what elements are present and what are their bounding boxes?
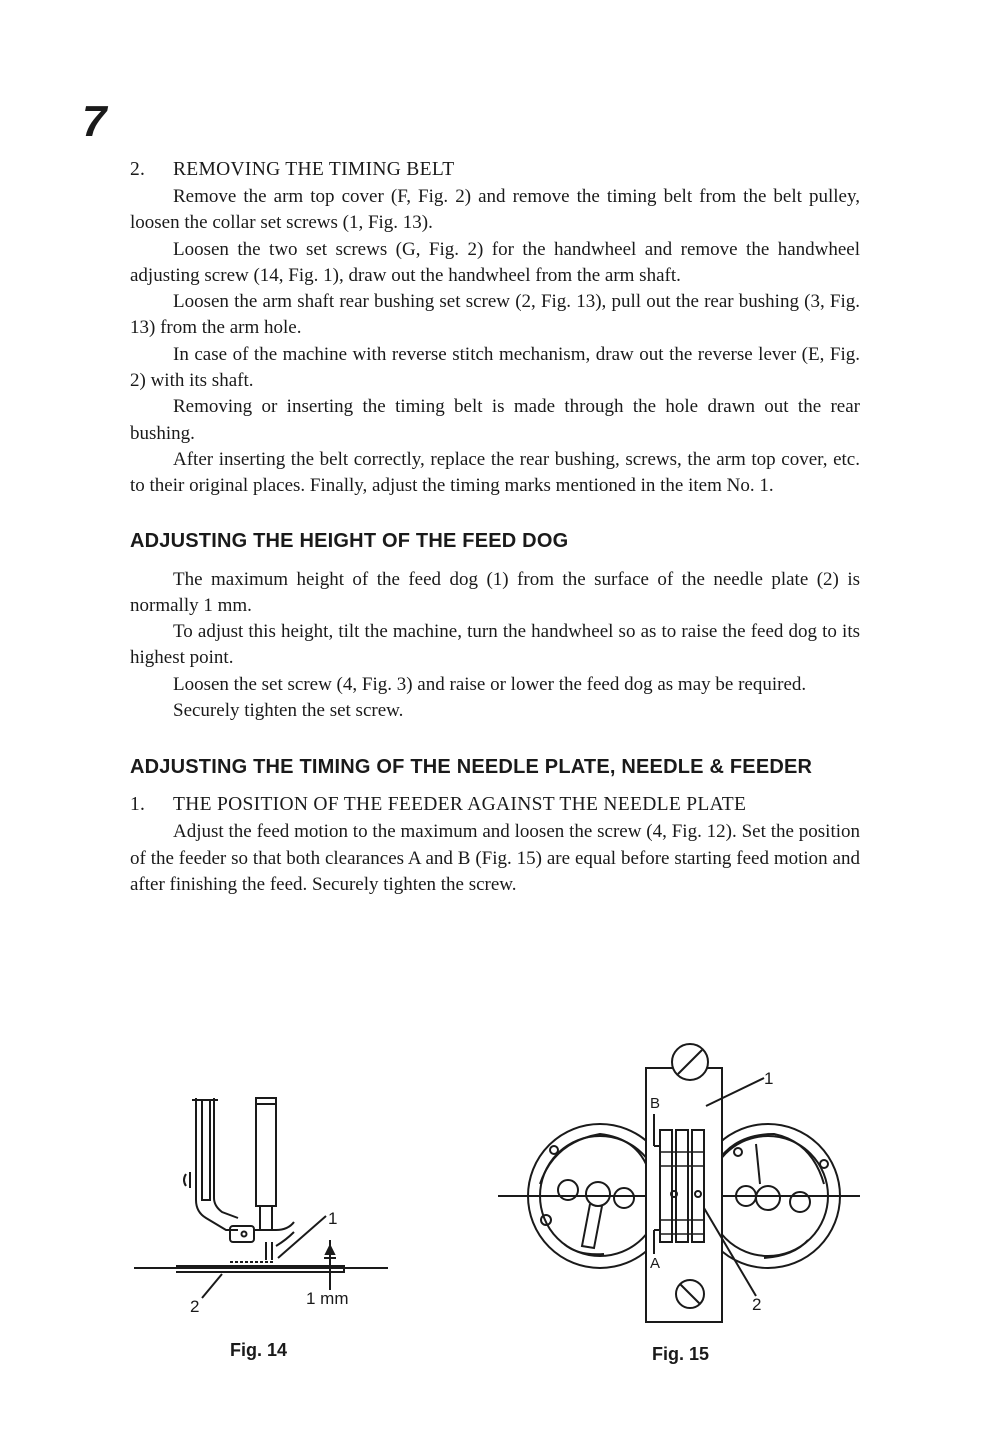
item-heading-text: THE POSITION OF THE FEEDER AGAINST THE NEEDLE PLATE (173, 794, 747, 816)
figure-14-diagram (126, 1090, 396, 1320)
fig14-caption: Fig. 14 (230, 1340, 288, 1360)
fig15-label-a: A (650, 1255, 661, 1272)
fig15-label-2: 2 (752, 1295, 762, 1314)
paragraph: The maximum height of the feed dog (1) from the surface of the needle plate (2) is normally 1 mm. (130, 568, 860, 616)
section-removing-timing-belt (130, 156, 860, 500)
leader-1 (278, 1216, 326, 1258)
item-heading (130, 156, 860, 184)
paragraph: Removing or inserting the timing belt is made through the hole drawn out the rear bushing. (130, 396, 860, 444)
paragraph: To adjust this height, tilt the machine, turn the handwheel so as to raise the feed dog to its highest point. (130, 621, 860, 669)
fig14-label-1: 1 (328, 1209, 338, 1228)
paragraph: In case of the machine with reverse stitch mechanism, draw out the reverse lever (E, Fig. 2) with its shaft. (130, 343, 860, 392)
presser-bar-left-inner (214, 1098, 238, 1218)
paragraph: Loosen the two set screws (G, Fig. 2) for the handwheel and remove the handwheel adjusting screw (14, Fig. 1), draw out the handwheel from the arm shaft. (130, 238, 860, 286)
section-feed-dog (130, 567, 860, 725)
section-title-timing: ADJUSTING THE TIMING OF THE NEEDLE PLATE, NEEDLE & FEEDER (130, 756, 813, 779)
fig14-label-2: 2 (190, 1297, 200, 1316)
fig15-label-1: 1 (764, 1069, 774, 1088)
paragraph: Remove the arm top cover (F, Fig. 2) and remove the timing belt from the belt pulley, loosen the collar set screws (1, Fig. 13). (130, 186, 860, 234)
figure-15-diagram (494, 1034, 864, 1324)
paragraph: Securely tighten the set screw. (173, 700, 404, 722)
leader-2 (202, 1274, 222, 1298)
page-content (130, 156, 860, 898)
paragraph: Loosen the set screw (4, Fig. 3) and raise or lower the feed dog as may be required. (173, 673, 807, 695)
paragraph: Loosen the arm shaft rear bushing set screw (2, Fig. 13), pull out the rear bushing (3, Fig. 13) from the arm hole. (130, 291, 860, 339)
item-heading-text: REMOVING THE TIMING BELT (173, 159, 455, 180)
paragraph: Adjust the feed motion to the maximum and loosen the screw (4, Fig. 12). Set the position of the feeder so that both clearances A and B (Fig. 15) are equal before starting feed motion and after finishing the feed. Securely tighten the screw. (130, 821, 860, 895)
paragraph: After inserting the belt correctly, replace the rear bushing, screws, the arm top cover, etc. to their original places. Finally, adjust the timing marks mentioned in the item No. 1. (130, 448, 860, 497)
needle-bar (256, 1098, 276, 1206)
fig14-measure-label: 1 mm (306, 1289, 349, 1308)
item-heading (130, 791, 860, 819)
fig15-label-b: B (650, 1095, 661, 1112)
section-timing (130, 791, 860, 898)
page-number: 7 (82, 97, 107, 146)
item-number: 1. (130, 794, 146, 816)
fig15-caption: Fig. 15 (652, 1344, 710, 1364)
item-number: 2. (130, 159, 146, 180)
section-title-feed-dog: ADJUSTING THE HEIGHT OF THE FEED DOG (130, 529, 569, 552)
